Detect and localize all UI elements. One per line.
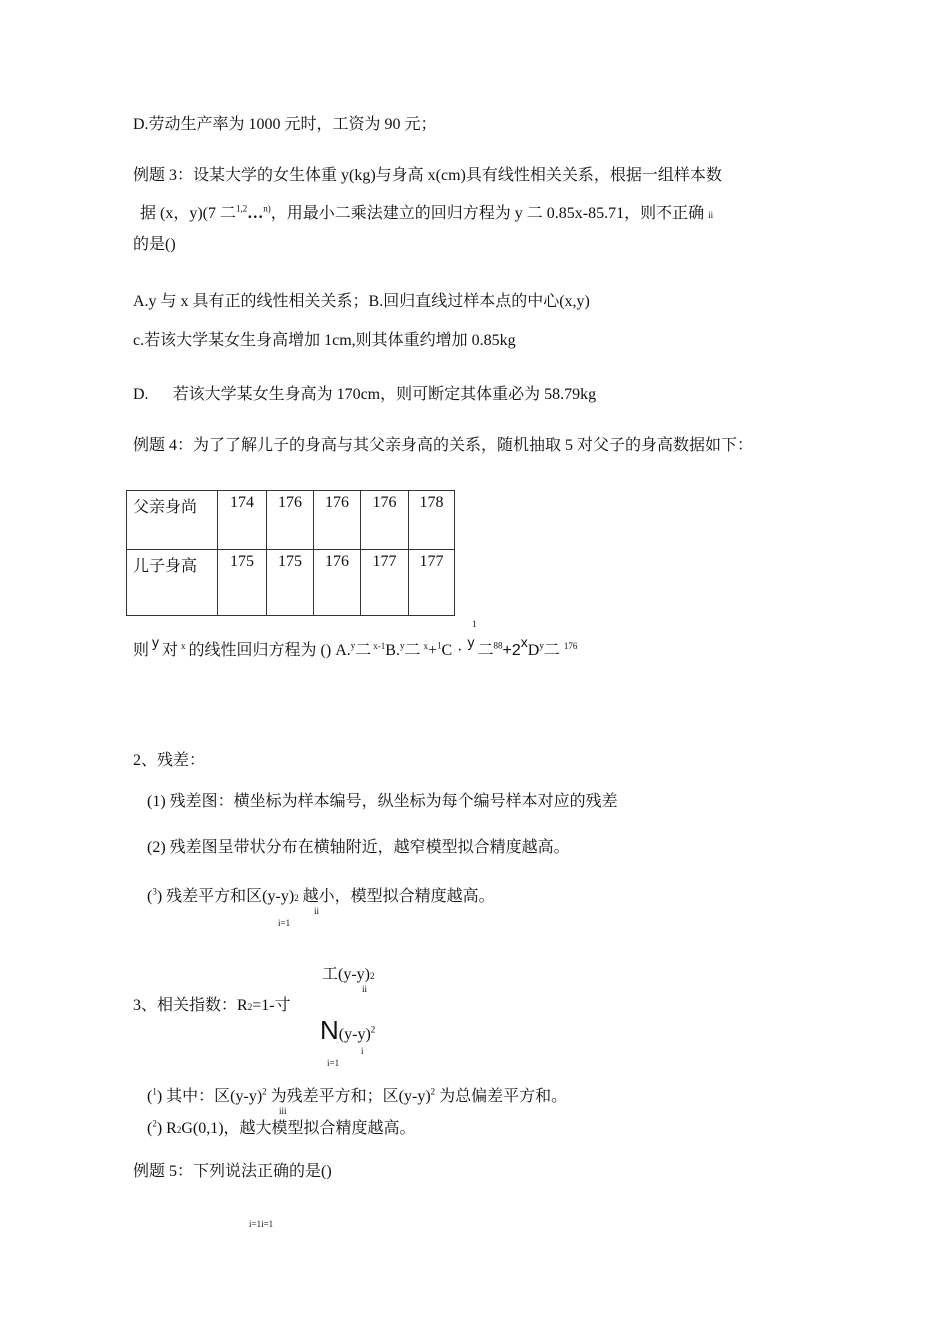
- ex3-equation: ，用最小二乘法建立的回归方程为 y 二 0.85x-85.71，则不正确: [270, 205, 705, 222]
- example-4-line: 例题 4：为了了解儿子的身高与其父亲身高的关系，随机抽取 5 对父子的身高数据如下：: [133, 437, 754, 454]
- regression-question: [133, 634, 578, 661]
- rq-dot: ·: [457, 642, 463, 659]
- s23-c: 越小，模型拟合精度越高。: [298, 888, 495, 905]
- table-cell: 177: [409, 550, 455, 616]
- rq-k: D: [527, 642, 540, 659]
- num-sup: 2: [370, 971, 375, 981]
- table-row-label: 父亲身尚: [127, 491, 218, 550]
- rq-176: 176: [563, 640, 578, 651]
- num-text: 工(y-y): [322, 966, 370, 983]
- s23-sub: 2: [294, 893, 299, 903]
- table-cell: 176: [314, 491, 361, 550]
- s32-b: ) R: [156, 1120, 177, 1137]
- numerator-sub-ii: ii: [362, 984, 368, 994]
- s31-d: 为总偏差平方和。: [435, 1088, 568, 1105]
- ex3-word: 据: [140, 205, 157, 222]
- s23-a: (: [147, 888, 153, 905]
- s3-title: 3、相关指数：R: [133, 997, 248, 1014]
- ex3-sup-2: n): [263, 203, 271, 214]
- rq-f: 二: [404, 642, 421, 659]
- rq-y3: y: [399, 640, 405, 651]
- rq-a: 则: [133, 642, 150, 659]
- option-d-body: 若该大学某女生身高为 170cm，则可断定其体重必为 58.79kg: [172, 386, 597, 403]
- table-row: [127, 550, 455, 616]
- s23-b: ) 残差平方和区(y-y): [156, 888, 295, 905]
- table-cell: 175: [267, 550, 314, 616]
- ex3-sub: ii: [708, 210, 714, 220]
- table-cell: 175: [218, 550, 267, 616]
- den-text: (y-y): [338, 1026, 371, 1043]
- denominator-sub-i1: i=1: [327, 1058, 340, 1068]
- s31-c: 为残差平方和；区(y-y): [266, 1088, 431, 1105]
- s32-a: (: [147, 1120, 153, 1137]
- section-2-item-2: (2) 残差图呈带状分布在横轴附近，越窄模型拟合精度越高。: [147, 839, 570, 856]
- section-2-sub-i1: i=1: [278, 918, 291, 928]
- rq-h: C: [441, 642, 453, 659]
- rq-c: 的线性回归方程为 () A.: [188, 642, 351, 659]
- sum-symbol: N: [320, 1015, 339, 1045]
- rq-x: x: [181, 640, 186, 651]
- rq-y4: y: [467, 634, 475, 650]
- option-d-label: D.: [133, 386, 149, 403]
- s31-sup: 1: [152, 1086, 157, 1097]
- table-cell: 177: [361, 550, 409, 616]
- rq-j: +2: [502, 642, 521, 659]
- ex3-sup-1: 1,2: [236, 203, 248, 214]
- section-3-sub-iii: iii: [279, 1106, 287, 1116]
- table-cell: 178: [409, 491, 455, 550]
- rq-one: 1: [436, 640, 442, 651]
- rq-x1: x-1: [373, 640, 386, 651]
- rq-e: B.: [385, 642, 400, 659]
- section-3-title: [133, 996, 291, 1017]
- example-3-line-2: [140, 204, 713, 225]
- s32-sub: 2: [176, 1125, 182, 1135]
- table-cell: 174: [218, 491, 267, 550]
- s32-c: G(0,1)，越大模型拟合精度越高。: [181, 1120, 416, 1137]
- example-3-line-3: 的是(): [133, 236, 176, 253]
- fraction-numerator: [322, 965, 375, 986]
- fraction-denominator: [320, 1015, 376, 1050]
- rq-l: 二: [543, 642, 560, 659]
- ex3-sample: (x，y)(7 二: [160, 205, 237, 222]
- option-c: c.若该大学某女生身高增加 1cm,则其体重约增加 0.85kg: [133, 332, 516, 349]
- rq-y5: y: [539, 640, 544, 651]
- table-cell: 176: [314, 550, 361, 616]
- option-d: [133, 385, 596, 405]
- section-2-sub-ii: ii: [314, 906, 320, 916]
- rq-d: 二: [355, 642, 372, 659]
- height-table: [126, 490, 455, 616]
- section-2-item-1: (1) 残差图：横坐标为样本编号，纵坐标为每个编号样本对应的残差: [147, 793, 618, 810]
- den-sup: 2: [370, 1024, 376, 1035]
- section-2-title: 2、残差：: [133, 752, 206, 769]
- ex3-ellipsis: …: [247, 205, 264, 222]
- options-a-b: A.y 与 x 具有正的线性相关关系；B.回归直线过样本点的中心(x,y): [133, 293, 590, 310]
- example-3-line-1: 例题 3：设某大学的女生体重 y(kg)与身高 x(cm)具有线性相关关系，根据一组样本数: [133, 167, 722, 184]
- rq-i: 二: [477, 642, 494, 659]
- table-row: [127, 491, 455, 550]
- rq-y2: y: [350, 640, 356, 651]
- s32-sup: 2: [152, 1118, 157, 1129]
- denominator-sub-i: i: [361, 1046, 364, 1056]
- section-3-item-2: [147, 1119, 416, 1140]
- s31-a: (: [147, 1088, 153, 1105]
- example-5-line: 例题 5：下列说法正确的是(): [133, 1163, 332, 1180]
- rq-b: 对: [162, 642, 179, 659]
- rq-x3: x: [520, 634, 528, 650]
- table-cell: 176: [267, 491, 314, 550]
- option-d-text: D.劳动生产率为 1000 元时，工资为 90 元；: [133, 116, 437, 133]
- table-cell: 176: [361, 491, 409, 550]
- section-2-item-3: [147, 887, 495, 908]
- s3-title-b: =1-寸: [252, 997, 291, 1014]
- footer-index: i=1i=1: [249, 1219, 274, 1229]
- s31-sup3: 2: [430, 1086, 436, 1097]
- rq-g: +: [427, 642, 437, 659]
- s31-sup2: 2: [262, 1086, 267, 1097]
- s3-title-sub: 2: [247, 1002, 253, 1012]
- formula-superscript: 1: [472, 619, 477, 629]
- rq-88: 88: [493, 640, 503, 651]
- s23-sup: 3: [152, 886, 157, 897]
- s31-b: ) 其中：区(y-y): [156, 1088, 263, 1105]
- table-row-label: 儿子身高: [127, 550, 218, 616]
- rq-x2: x: [423, 640, 428, 651]
- rq-y: y: [152, 634, 160, 650]
- section-3-item-1: [147, 1087, 567, 1107]
